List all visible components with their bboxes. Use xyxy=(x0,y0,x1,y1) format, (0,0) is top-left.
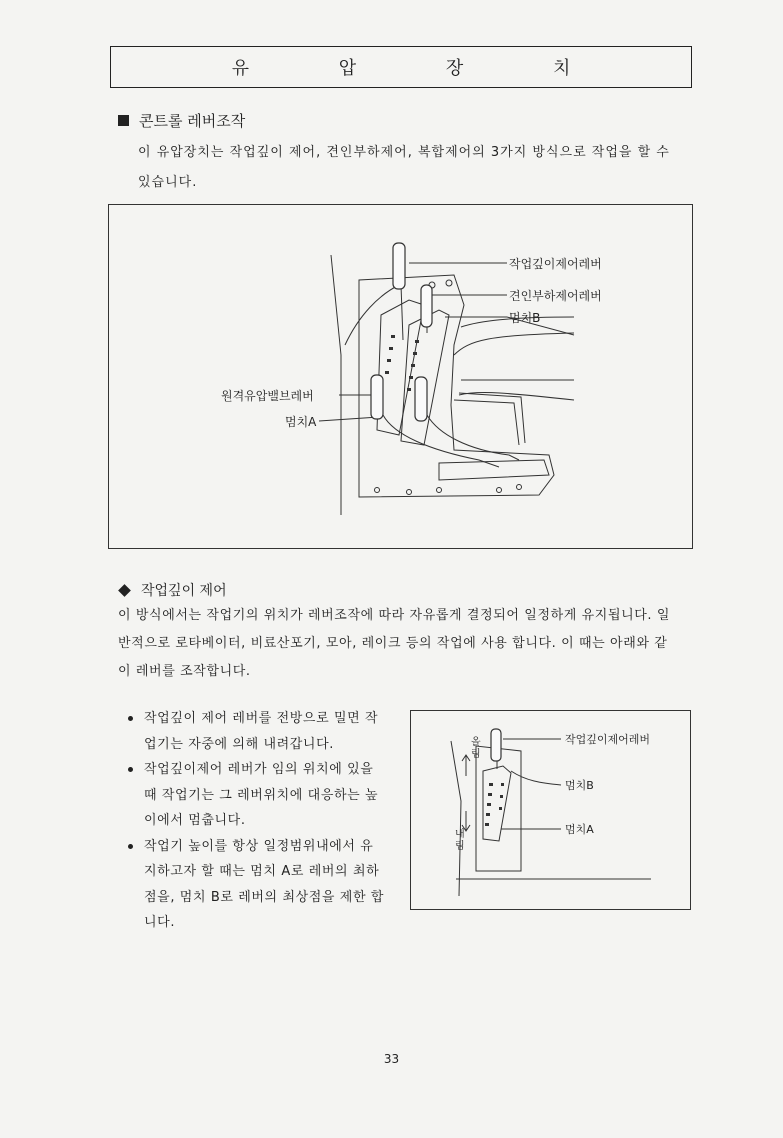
list-item-text: 작업깊이 제어 레버를 전방으로 밀면 작업기는 자중에 의해 내려갑니다. xyxy=(144,711,379,752)
subsection-paragraph: 이 방식에서는 작업기의 위치가 레버조작에 따라 자유롭게 결정되어 일정하게 유지됩니다. 일반적으로 로타베이터, 비료산포기, 모아, 레이크 등의 작업에 사용 합니다. 이 때는 아래와 같이 레버를 조작합니다. xyxy=(118,608,671,679)
label-stopper-a: 멈치A xyxy=(285,415,317,429)
page-title-box xyxy=(110,46,692,88)
bullet-list xyxy=(128,706,386,936)
bullet-dot-icon xyxy=(128,716,133,721)
label-up: 올림 xyxy=(471,737,481,760)
section-title: 콘트롤 레버조작 xyxy=(139,112,246,130)
section-heading xyxy=(118,110,245,131)
list-item xyxy=(128,757,386,834)
bullet-dot-icon xyxy=(128,767,133,772)
list-item-text: 작업기 높이를 항상 일정범위내에서 유지하고자 할 때는 멈치 A로 레버의 최하점을, 멈치 B로 레버의 최상점을 제한 합니다. xyxy=(144,838,385,930)
lever-assembly-illustration xyxy=(109,205,694,550)
depth-lever-figure xyxy=(410,710,691,910)
list-item xyxy=(128,834,386,936)
label-draft-lever: 견인부하제어레버 xyxy=(509,289,602,303)
label-stopper-b: 멈치B xyxy=(509,311,541,325)
subsection-title: 작업깊이 제어 xyxy=(141,583,227,599)
label-depth-lever: 작업깊이제어레버 xyxy=(565,733,651,746)
bullet-dot-icon xyxy=(128,844,133,849)
lever-assembly-figure xyxy=(108,204,693,549)
list-item-text: 작업깊이제어 레버가 임의 위치에 있을때 작업기는 그 레버위치에 대응하는 높이에서 멈춥니다. xyxy=(144,762,379,828)
diamond-icon xyxy=(118,584,131,597)
label-depth-lever: 작업깊이제어레버 xyxy=(509,257,602,271)
label-down: 내림 xyxy=(455,829,465,852)
list-item xyxy=(128,706,386,757)
intro-paragraph: 이 유압장치는 작업깊이 제어, 견인부하제어, 복합제어의 3가지 방식으로 작업을 할 수 있습니다. xyxy=(138,145,670,190)
label-stopper-b: 멈치B xyxy=(565,779,594,792)
label-remote-valve-lever: 원격유압밸브레버 xyxy=(221,389,314,403)
page-number: 33 xyxy=(383,1052,400,1066)
subsection-heading xyxy=(118,580,227,600)
filled-square-icon xyxy=(118,115,129,126)
page-title: 유 압 장 치 xyxy=(231,58,613,79)
label-stopper-a: 멈치A xyxy=(565,823,594,836)
